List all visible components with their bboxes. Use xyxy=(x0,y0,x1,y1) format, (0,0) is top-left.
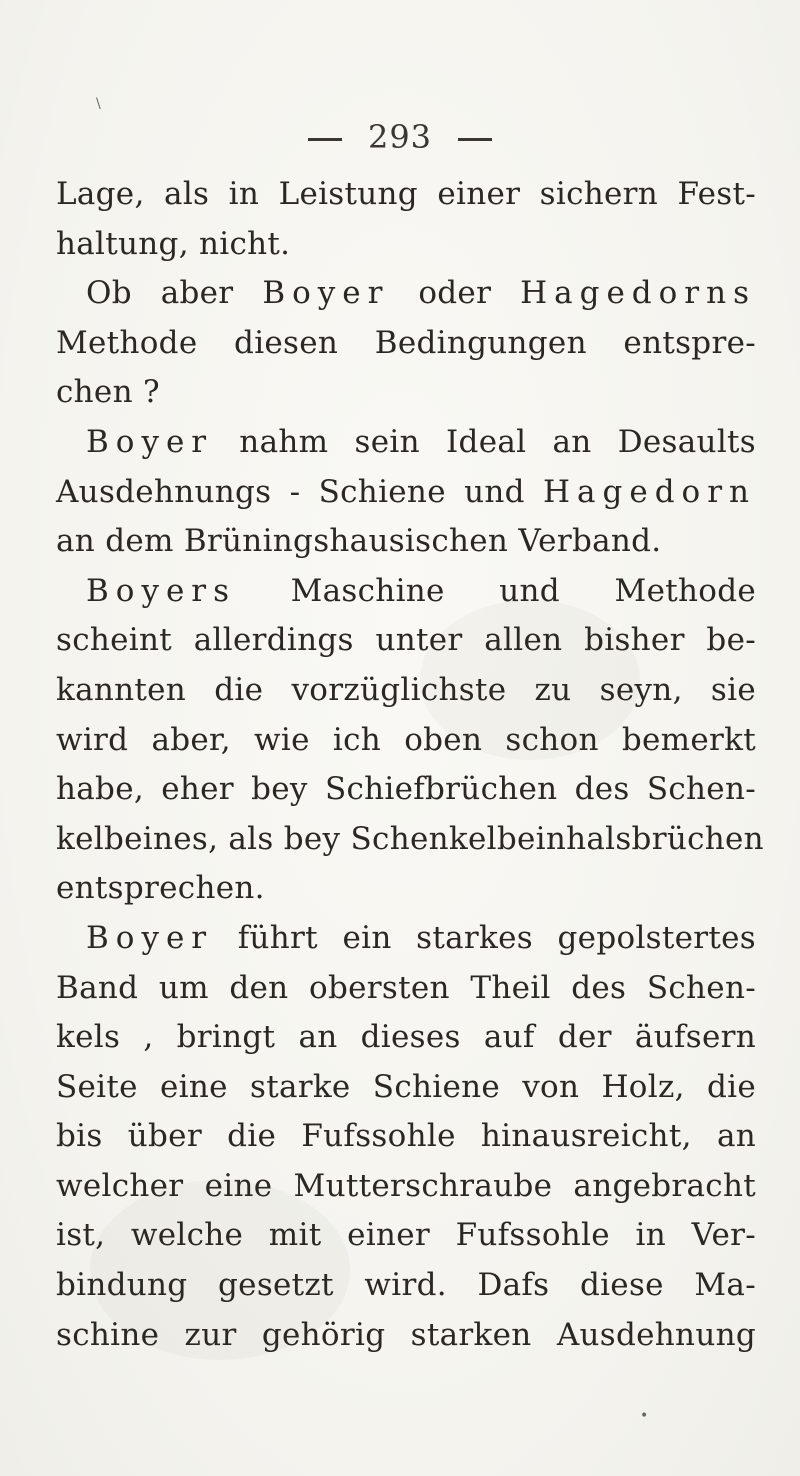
header-dash-right xyxy=(458,138,492,141)
text-run: schine zur gehörig starken Ausdehnung xyxy=(56,1316,756,1353)
spaced-name: Boyer xyxy=(86,919,214,956)
text-run: bis über die Fufssohle hinausreicht, an xyxy=(56,1118,756,1155)
text-run: Lage, als in Leistung einer sichern Fest- xyxy=(56,176,756,212)
text-run: haltung, nicht. xyxy=(56,225,291,262)
text-run: kels , bringt an dieses auf der äufsern xyxy=(56,1019,756,1056)
spaced-name: Boyer xyxy=(262,275,390,312)
text-line xyxy=(56,1261,756,1311)
text-line xyxy=(56,964,756,1014)
text-run: bindung gesetzt wird. Dafs diese Ma- xyxy=(56,1267,756,1304)
text-line xyxy=(56,815,764,865)
body-text xyxy=(56,170,764,1360)
text-run: Ob aber xyxy=(86,275,263,312)
spaced-name: Hagedorn xyxy=(543,473,756,510)
text-run: Maschine und Methode xyxy=(236,572,756,609)
text-run: oder xyxy=(389,275,521,312)
text-line xyxy=(56,368,756,418)
text-line xyxy=(56,517,756,567)
text-line xyxy=(56,616,756,666)
text-line xyxy=(56,319,756,369)
text-line xyxy=(56,1063,756,1113)
text-run: Methode diesen Bedingungen entspre- xyxy=(56,324,756,361)
text-line xyxy=(56,914,756,964)
text-line xyxy=(56,666,756,716)
speck-mark: \ xyxy=(96,96,101,112)
text-line xyxy=(56,220,756,270)
text-line xyxy=(56,1112,756,1162)
text-run: welcher eine Mutterschraube angebracht xyxy=(56,1167,756,1204)
text-line xyxy=(56,269,756,319)
header-dash-left xyxy=(308,138,342,141)
text-run: entsprechen. xyxy=(56,870,265,907)
text-run: führt ein starkes gepolstertes xyxy=(213,919,756,956)
text-run: wird aber, wie ich oben schon bemerkt xyxy=(56,721,756,758)
text-line xyxy=(56,1013,756,1063)
page-header xyxy=(0,118,800,156)
page-number: 293 xyxy=(367,118,433,156)
text-line xyxy=(56,1162,756,1212)
text-run: Seite eine starke Schiene von Holz, die xyxy=(56,1068,756,1105)
text-line xyxy=(56,1311,756,1361)
text-run: Band um den obersten Theil des Schen- xyxy=(56,969,756,1006)
text-line xyxy=(56,468,756,518)
text-line xyxy=(56,567,756,617)
spaced-name: Boyers xyxy=(86,572,237,609)
text-line xyxy=(56,418,756,468)
text-run: ist, welche mit einer Fufssohle in Ver- xyxy=(56,1217,756,1254)
text-run: chen ? xyxy=(56,374,160,411)
text-run: kelbeines, als bey Schenkelbeinhalsbrüchen xyxy=(56,820,764,857)
spaced-name: Boyer xyxy=(86,423,214,460)
text-run: Ausdehnungs - Schiene und xyxy=(56,473,543,510)
text-line xyxy=(56,765,756,815)
text-line xyxy=(56,864,756,914)
text-run: scheint allerdings unter allen bisher be- xyxy=(56,622,756,659)
text-run: an dem Brüningshausischen Verband. xyxy=(56,523,662,560)
text-line xyxy=(56,1211,756,1261)
text-line xyxy=(56,170,756,220)
text-run: kannten die vorzüglichste zu seyn, sie xyxy=(56,671,756,708)
text-line xyxy=(56,716,756,766)
spaced-name: Hagedorns xyxy=(520,275,756,312)
text-run: nahm sein Ideal an Desaults xyxy=(213,423,756,460)
text-run: habe, eher bey Schiefbrüchen des Schen- xyxy=(56,771,756,808)
speck-mark: • xyxy=(640,1408,649,1424)
